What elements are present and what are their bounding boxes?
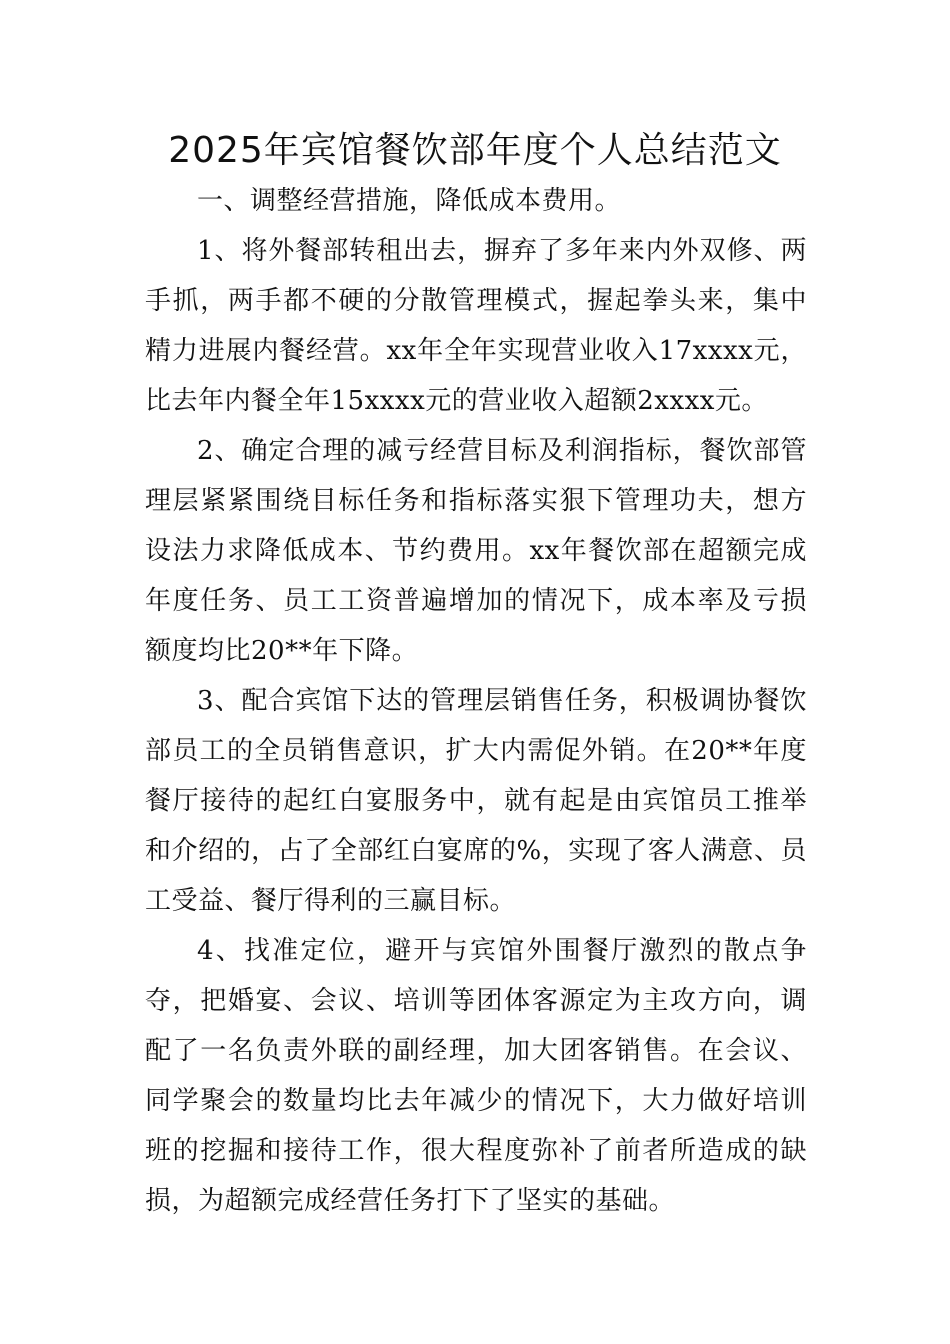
page-title: 2025年宾馆餐饮部年度个人总结范文 xyxy=(168,130,782,171)
document-body xyxy=(145,176,807,1226)
paragraph-2: 2、确定合理的减亏经营目标及利润指标，餐饮部管理层紧紧围绕目标任务和指标落实狠下管理功夫，想方设法力求降低成本、节约费用。xx年餐饮部在超额完成年度任务、员工工资普遍增加的情况下，成本率及亏损额度均比20**年下降。 xyxy=(145,436,807,666)
paragraph-3: 3、配合宾馆下达的管理层销售任务，积极调协餐饮部员工的全员销售意识，扩大内需促外销。在20**年度餐厅接待的起红白宴服务中，就有起是由宾馆员工推举和介绍的，占了全部红白宴席的%，实现了客人满意、员工受益、餐厅得利的三赢目标。 xyxy=(145,686,807,916)
paragraph-1: 1、将外餐部转租出去，摒弃了多年来内外双修、两手抓，两手都不硬的分散管理模式，握起拳头来，集中精力进展内餐经营。xx年全年实现营业收入17xxxx元，比去年内餐全年15xxxx元的营业收入超额2xxxx元。 xyxy=(145,236,807,416)
paragraph-4: 4、找准定位，避开与宾馆外围餐厅激烈的散点争夺，把婚宴、会议、培训等团体客源定为主攻方向，调配了一名负责外联的副经理，加大团客销售。在会议、同学聚会的数量均比去年减少的情况下，大力做好培训班的挖掘和接待工作，很大程度弥补了前者所造成的缺损，为超额完成经营任务打下了坚实的基础。 xyxy=(145,936,807,1216)
section-heading: 一、调整经营措施，降低成本费用。 xyxy=(197,186,622,216)
